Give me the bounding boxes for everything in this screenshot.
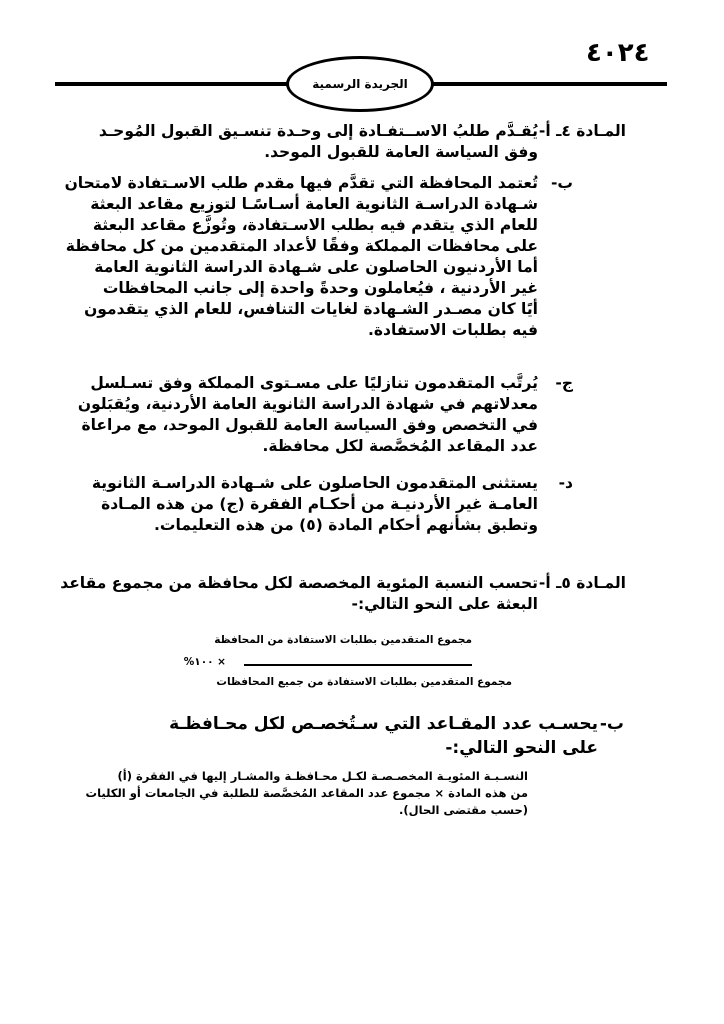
text-line: عدد المقاعد المُخصَّصة لكل محافظة. xyxy=(262,437,538,455)
text-line: معدلاتهم في شهادة الدراسة الثانوية العامة الأردنية، ويُقبَلون xyxy=(77,395,538,413)
text-line: العامـة غير الأردنيـة من أحكـام الفقرة (ج) من هذه المـادة xyxy=(101,495,538,513)
text-line: يُرتَّب المتقدمون تنازليًا على مسـتوى المملكة وفق تسـلسل xyxy=(90,374,538,392)
text-line: شـهادة الدراسـة الثانوية العامة أسـاسًـا لتوزيع مقاعد البعثة xyxy=(90,195,538,213)
text-line: في التخصص وفق السياسة العامة للقبول الموحد، مع مراعاة xyxy=(81,416,538,434)
text-line: النسـبـة المئويـة المخصـصـة لكـل محـافظـة والمشـار إليها في الفقرة (أ) xyxy=(117,769,528,783)
text-line: غير الأردنية ، فيُعاملون وحدةً واحدة إلى جانب المحافظات xyxy=(102,279,538,297)
text-line: تُعتمد المحافظة التي تقدَّم فيها مقدم طلب الاسـتفادة لامتحان xyxy=(64,174,538,192)
text-line: البعثة على النحو التالي:- xyxy=(351,595,538,613)
article-4-c-label: ج- xyxy=(555,374,573,392)
article-4-paragraph-d xyxy=(92,473,538,536)
article-5-b-label: ب- xyxy=(599,714,624,734)
formula-multiplier: × ١٠٠% xyxy=(183,656,226,668)
text-line: أيًا كان مصـدر الشـهادة لغايات التنافس، للعام الذي يتقدمون xyxy=(84,300,538,318)
article-5-b-formula xyxy=(86,768,528,819)
publication-name: الجريدة الرسمية xyxy=(312,77,408,91)
article-4-b-label: ب- xyxy=(550,174,573,192)
text-line: أما الأردنيون الحاصلون على شـهادة الدراسة الثانوية العامة xyxy=(94,258,538,276)
text-line: يحسـب عدد المقـاعد التي سـتُخصـص لكل محـافظـة xyxy=(169,714,598,734)
text-line: (حسب مقتضى الحال). xyxy=(399,803,528,817)
text-line: يستثنى المتقدمون الحاصلون على شـهادة الدراسـة الثانوية xyxy=(91,474,538,492)
text-line: وتطبق بشأنهم أحكام المادة (٥) من هذه التعليمات. xyxy=(154,516,538,534)
publication-oval xyxy=(286,56,434,112)
article-5-label: المـادة ٥ـ أ- xyxy=(538,574,626,592)
text-line: يُقـدَّم طلبُ الاســتفـادة إلى وحـدة تنسـيق القبول المُوحـد xyxy=(98,122,538,140)
text-line: من هذه المادة × مجموع عدد المقاعد المُخصَّصة للطلبة في الجامعات أو الكليات xyxy=(85,786,528,800)
formula-fraction-bar xyxy=(244,664,472,666)
article-4-paragraph-a xyxy=(99,121,538,163)
page-number: ٤٠٢٤ xyxy=(586,38,650,68)
article-5-paragraph-b xyxy=(169,712,598,760)
formula-numerator: مجموع المتقدمين بطلبات الاستفادة من المحافظة xyxy=(214,634,472,646)
text-line: على محافظات المملكة وفقًا لأعداد المتقدمين من كل محافظة xyxy=(65,237,538,255)
article-4-paragraph-b xyxy=(65,173,538,341)
article-4-d-label: د- xyxy=(558,474,573,492)
text-line: فيه بطلبات الاستفادة. xyxy=(367,321,538,339)
article-4-paragraph-c xyxy=(78,373,538,457)
formula-denominator: مجموع المتقدمين بطلبات الاستفادة من جميع المحافظات xyxy=(216,676,512,688)
text-line: تحسب النسبة المئوية المخصصة لكل محافظة من مجموع مقاعد xyxy=(60,574,538,592)
article-5-paragraph-a xyxy=(60,573,538,615)
text-line: للعام الذي يتقدم فيه بطلب الاسـتفادة، وتُوزَّع مقاعد البعثة xyxy=(92,216,538,234)
text-line: على النحو التالي:- xyxy=(445,738,598,758)
text-line: وفق السياسة العامة للقبول الموحد. xyxy=(264,143,538,161)
article-4-label: المـادة ٤ـ أ- xyxy=(538,122,626,140)
